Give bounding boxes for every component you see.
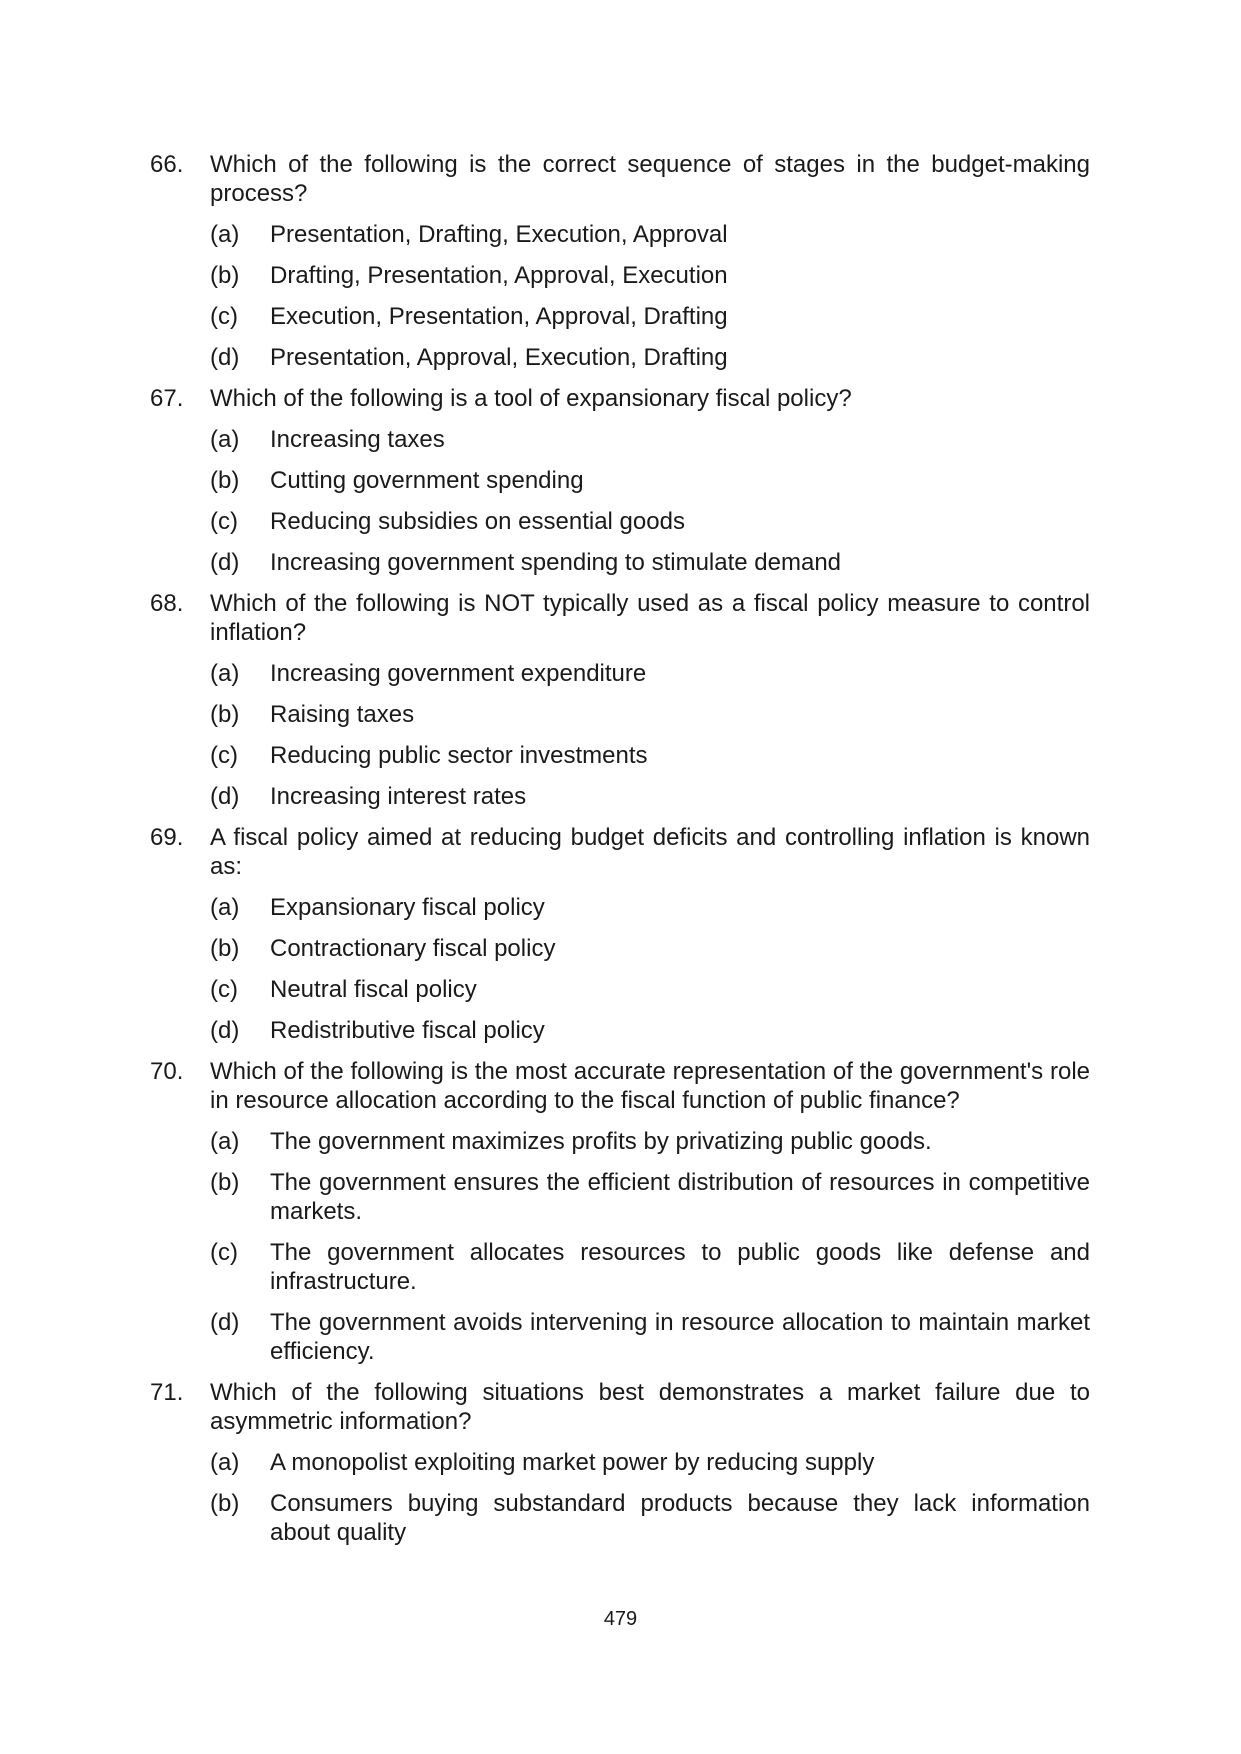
option-d <box>210 548 1090 577</box>
option-label: (b) <box>210 701 240 728</box>
option-label: (d) <box>210 1309 240 1336</box>
option-label: (a) <box>210 426 240 453</box>
option-label: (b) <box>210 1169 240 1196</box>
question-67 <box>150 384 1090 577</box>
question-number: 69. <box>150 824 184 851</box>
option-label: (c) <box>210 976 238 1003</box>
option-text: The government maximizes profits by privatizing public goods. <box>270 1128 932 1155</box>
option-a <box>210 1448 1090 1477</box>
option-label: (a) <box>210 221 240 248</box>
option-text: Reducing subsidies on essential goods <box>270 508 685 535</box>
question-text: A fiscal policy aimed at reducing budget deficits and controlling inflation is known as: <box>210 824 1090 880</box>
option-c <box>210 741 1090 770</box>
option-text: Neutral fiscal policy <box>270 976 477 1003</box>
option-text: Reducing public sector investments <box>270 742 648 769</box>
option-d <box>210 1016 1090 1045</box>
question-number: 66. <box>150 151 184 178</box>
option-text: A monopolist exploiting market power by reducing supply <box>270 1449 875 1476</box>
option-label: (d) <box>210 1017 240 1044</box>
option-b <box>210 261 1090 290</box>
option-text: Raising taxes <box>270 701 415 728</box>
option-label: (b) <box>210 467 240 494</box>
option-text: Consumers buying substandard products because they lack information about quality <box>270 1490 1090 1546</box>
option-label: (c) <box>210 303 238 330</box>
option-text: The government ensures the efficient distribution of resources in competitive markets. <box>270 1169 1090 1225</box>
option-b <box>210 934 1090 963</box>
option-c <box>210 302 1090 331</box>
question-text: Which of the following is NOT typically used as a fiscal policy measure to control inflation? <box>210 590 1090 646</box>
option-text: Increasing interest rates <box>270 783 527 810</box>
question-70 <box>150 1057 1090 1366</box>
option-label: (d) <box>210 344 240 371</box>
option-d <box>210 343 1090 372</box>
question-71 <box>150 1378 1090 1547</box>
option-c <box>210 1238 1090 1296</box>
option-text: Increasing taxes <box>270 426 445 453</box>
page-number: 479 <box>603 1608 638 1630</box>
option-b <box>210 700 1090 729</box>
option-label: (d) <box>210 783 240 810</box>
question-text: Which of the following is the most accurate representation of the government's role in resource allocation according to the fiscal function of public finance? <box>210 1058 1090 1114</box>
option-label: (a) <box>210 1449 240 1476</box>
option-a <box>210 1127 1090 1156</box>
question-number: 71. <box>150 1379 184 1406</box>
option-text: Redistributive fiscal policy <box>270 1017 545 1044</box>
option-text: The government allocates resources to public goods like defense and infrastructure. <box>270 1239 1090 1295</box>
option-label: (c) <box>210 1239 238 1266</box>
option-a <box>210 893 1090 922</box>
option-label: (c) <box>210 742 238 769</box>
option-c <box>210 975 1090 1004</box>
option-label: (b) <box>210 262 240 289</box>
option-text: Increasing government expenditure <box>270 660 647 687</box>
option-a <box>210 220 1090 249</box>
question-number: 67. <box>150 385 184 412</box>
option-label: (c) <box>210 508 238 535</box>
option-text: Increasing government spending to stimulate demand <box>270 549 842 576</box>
question-69 <box>150 823 1090 1045</box>
question-text: Which of the following situations best demonstrates a market failure due to asymmetric information? <box>210 1379 1090 1435</box>
option-label: (d) <box>210 549 240 576</box>
option-d <box>210 782 1090 811</box>
option-b <box>210 1168 1090 1226</box>
question-66 <box>150 150 1090 372</box>
option-label: (b) <box>210 1490 240 1517</box>
option-label: (a) <box>210 894 240 921</box>
option-text: The government avoids intervening in resource allocation to maintain market efficiency. <box>270 1309 1090 1365</box>
option-text: Cutting government spending <box>270 467 584 494</box>
option-text: Expansionary fiscal policy <box>270 894 545 921</box>
question-text: Which of the following is a tool of expansionary fiscal policy? <box>210 385 852 412</box>
option-text: Presentation, Approval, Execution, Drafting <box>270 344 728 371</box>
option-d <box>210 1308 1090 1366</box>
question-number: 68. <box>150 590 184 617</box>
option-text: Execution, Presentation, Approval, Drafting <box>270 303 728 330</box>
option-a <box>210 425 1090 454</box>
question-list <box>150 150 1090 1559</box>
option-label: (b) <box>210 935 240 962</box>
option-label: (a) <box>210 1128 240 1155</box>
question-text: Which of the following is the correct sequence of stages in the budget-making process? <box>210 151 1090 207</box>
option-c <box>210 507 1090 536</box>
option-a <box>210 659 1090 688</box>
option-text: Drafting, Presentation, Approval, Execution <box>270 262 728 289</box>
option-text: Contractionary fiscal policy <box>270 935 556 962</box>
option-text: Presentation, Drafting, Execution, Approval <box>270 221 728 248</box>
question-68 <box>150 589 1090 811</box>
option-b <box>210 1489 1090 1547</box>
option-label: (a) <box>210 660 240 687</box>
option-b <box>210 466 1090 495</box>
question-number: 70. <box>150 1058 184 1085</box>
